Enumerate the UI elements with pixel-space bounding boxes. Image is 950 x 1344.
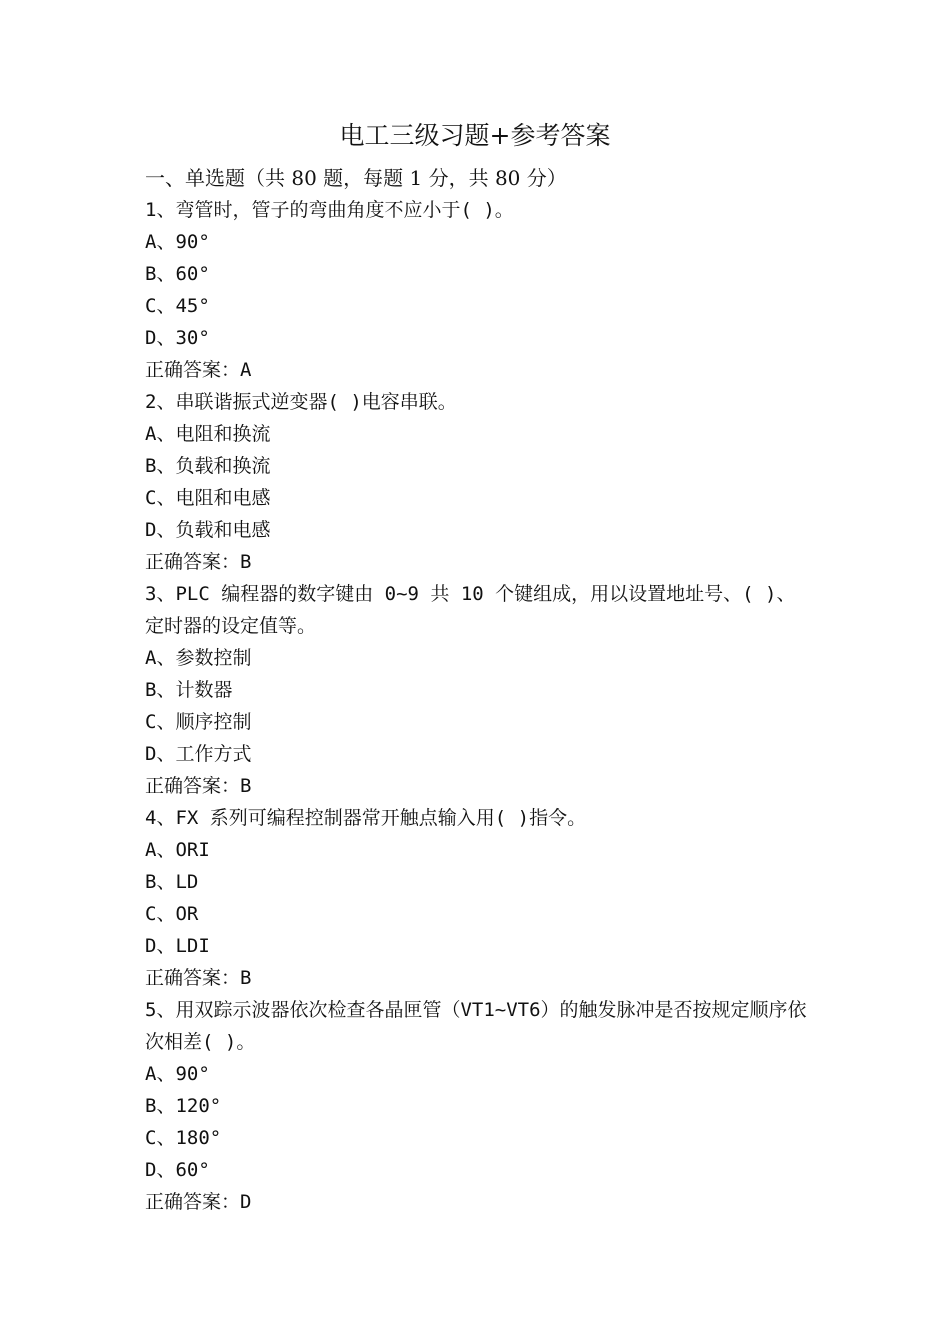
correct-answer: 正确答案：B xyxy=(145,551,252,573)
option-list xyxy=(145,1058,810,1186)
option-b: B、负载和换流 xyxy=(145,455,271,477)
option-c: C、电阻和电感 xyxy=(145,487,271,509)
question-stem: 4、FX 系列可编程控制器常开触点输入用( )指令。 xyxy=(145,807,587,829)
option-a: A、90° xyxy=(145,231,210,253)
correct-answer: 正确答案：B xyxy=(145,967,252,989)
option-c: C、45° xyxy=(145,295,210,317)
question-5 xyxy=(145,994,810,1218)
option-b: B、计数器 xyxy=(145,679,233,701)
option-list xyxy=(145,642,810,770)
option-list xyxy=(145,834,810,962)
question-stem: 1、弯管时，管子的弯曲角度不应小于( )。 xyxy=(145,199,514,221)
option-c: C、OR xyxy=(145,903,199,925)
option-b: B、60° xyxy=(145,263,210,285)
option-b: B、LD xyxy=(145,871,199,893)
correct-answer: 正确答案：A xyxy=(145,359,252,381)
option-d: D、负载和电感 xyxy=(145,519,271,541)
option-a: A、参数控制 xyxy=(145,647,252,669)
question-stem: 2、串联谐振式逆变器( )电容串联。 xyxy=(145,391,457,413)
option-d: D、30° xyxy=(145,327,210,349)
option-c: C、顺序控制 xyxy=(145,711,252,733)
document-title: 电工三级习题+参考答案 xyxy=(339,121,611,150)
document-body xyxy=(145,162,810,1218)
question-stem: 5、用双踪示波器依次检查各晶匣管（VT1~VT6）的触发脉冲是否按规定顺序依次相差( )。 xyxy=(145,999,807,1053)
option-d: D、工作方式 xyxy=(145,743,252,765)
option-a: A、90° xyxy=(145,1063,210,1085)
option-b: B、120° xyxy=(145,1095,222,1117)
option-list xyxy=(145,226,810,354)
question-3 xyxy=(145,578,810,802)
option-a: A、ORI xyxy=(145,839,210,861)
question-1 xyxy=(145,194,810,386)
correct-answer: 正确答案：B xyxy=(145,775,252,797)
option-a: A、电阻和换流 xyxy=(145,423,271,445)
option-d: D、60° xyxy=(145,1159,210,1181)
option-d: D、LDI xyxy=(145,935,210,957)
correct-answer: 正确答案：D xyxy=(145,1191,252,1213)
question-4 xyxy=(145,802,810,994)
question-stem: 3、PLC 编程器的数字键由 0~9 共 10 个键组成，用以设置地址号、( )、定时器的设定值等。 xyxy=(145,583,796,637)
option-c: C、180° xyxy=(145,1127,222,1149)
section-heading: 一、单选题（共 80 题，每题 1 分，共 80 分） xyxy=(145,166,567,190)
option-list xyxy=(145,418,810,546)
question-2 xyxy=(145,386,810,578)
